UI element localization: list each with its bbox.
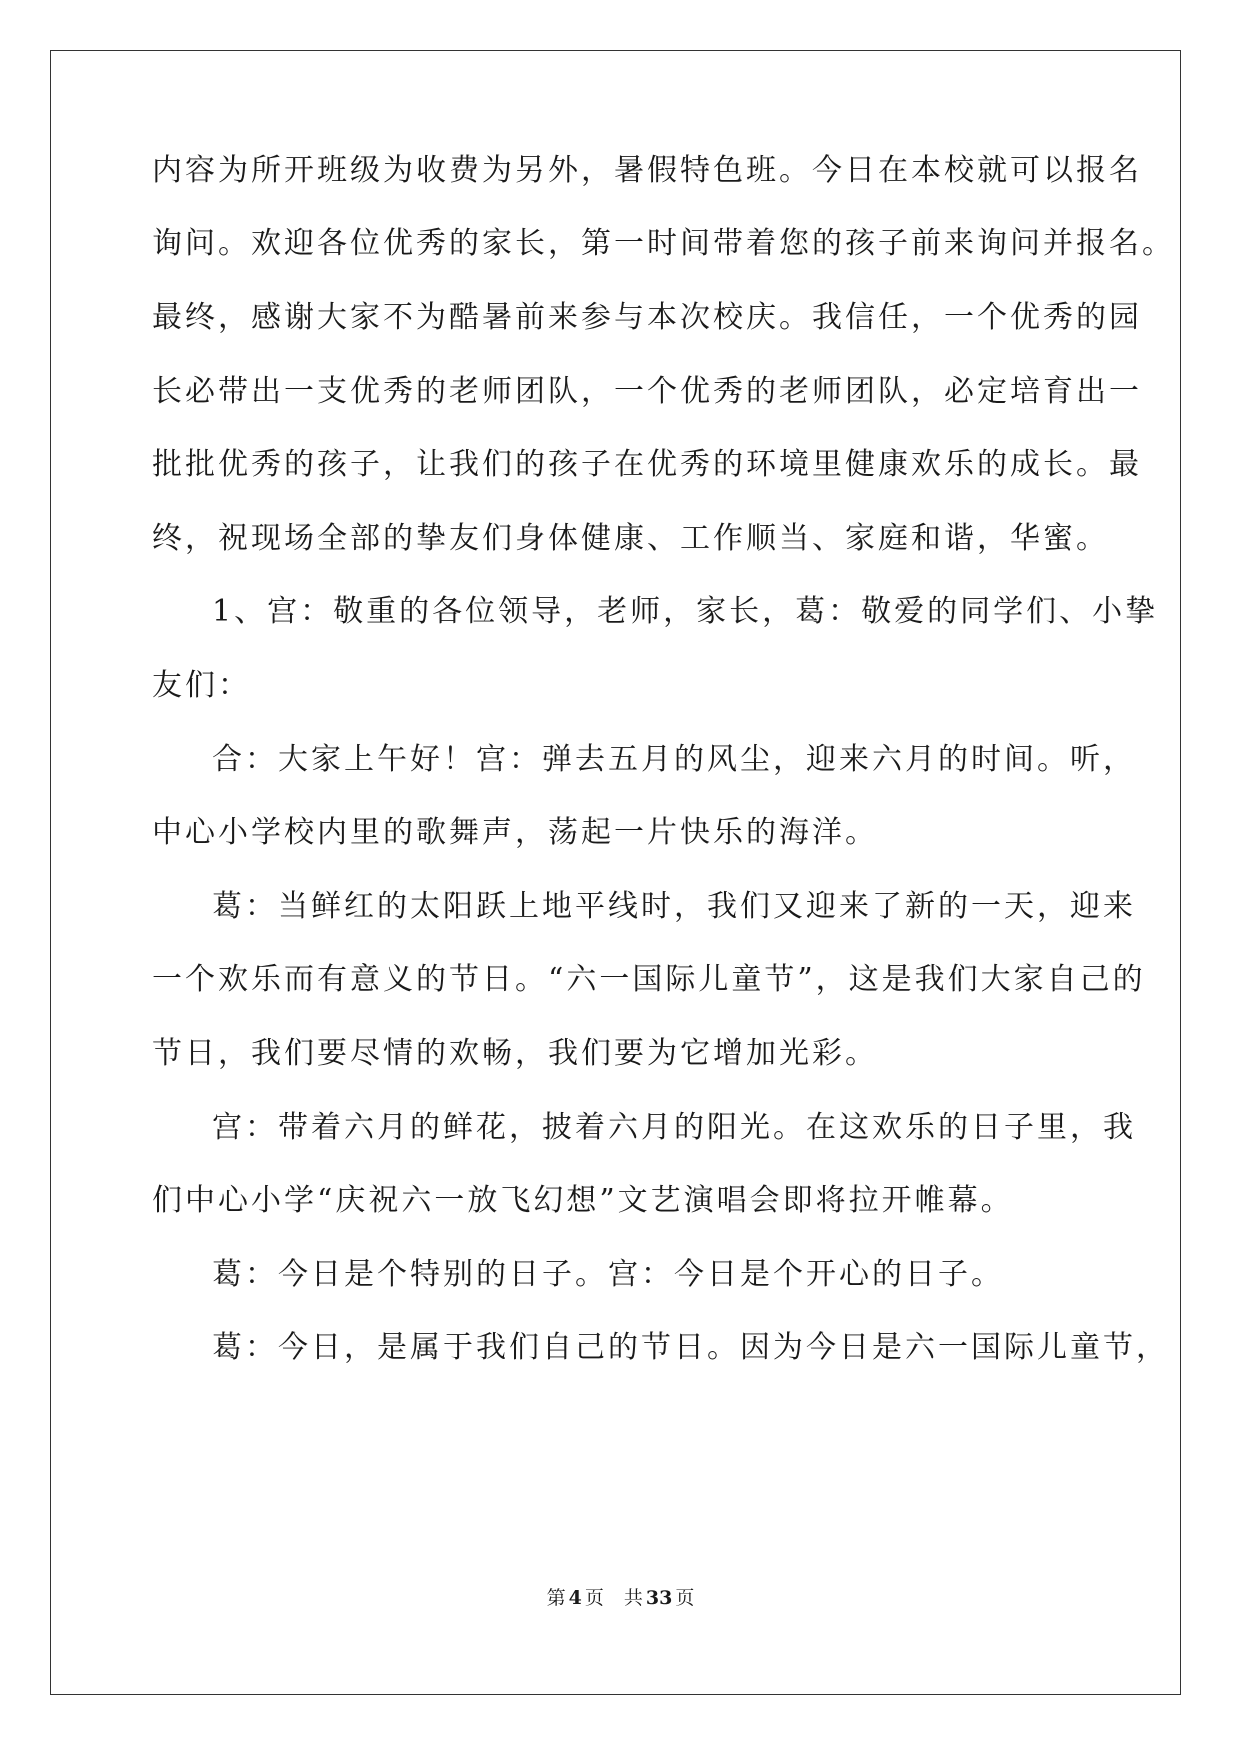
page-border	[50, 50, 1181, 1695]
total-pages: 33	[645, 1587, 673, 1609]
page-number: 4	[568, 1587, 582, 1609]
text-line: 一个欢乐而有意义的节日。“六一国际儿童节”，这是我们大家自己的	[152, 962, 1146, 997]
text-line: 内容为所开班级为收费为另外，暑假特色班。今日在本校就可以报名	[152, 153, 1142, 188]
page-footer	[0, 1586, 1241, 1610]
text-line: 们中心小学“庆祝六一放飞幻想”文艺演唱会即将拉开帷幕。	[152, 1183, 1014, 1218]
text-line: 1、宫：敬重的各位领导，老师，家长，葛：敬爱的同学们、小挚	[212, 594, 1159, 629]
total-suffix: 页	[675, 1587, 695, 1609]
text-line: 宫：带着六月的鲜花，披着六月的阳光。在这欢乐的日子里，我	[212, 1110, 1136, 1145]
text-line: 节日，我们要尽情的欢畅，我们要为它增加光彩。	[152, 1036, 878, 1071]
page-suffix: 页	[584, 1587, 604, 1609]
total-prefix: 共	[623, 1587, 643, 1609]
text-line: 合：大家上午好！宫：弹去五月的风尘，迎来六月的时间。听，	[212, 742, 1136, 777]
text-line: 询问。欢迎各位优秀的家长，第一时间带着您的孩子前来询问并报名。	[152, 226, 1175, 261]
text-line: 最终，感谢大家不为酷暑前来参与本次校庆。我信任，一个优秀的园	[152, 300, 1142, 335]
text-line: 葛：当鲜红的太阳跃上地平线时，我们又迎来了新的一天，迎来	[212, 889, 1136, 924]
text-line: 友们：	[152, 668, 251, 703]
text-line: 葛：今日是个特别的日子。宫：今日是个开心的日子。	[212, 1257, 1004, 1292]
text-line: 中心小学校内里的歌舞声，荡起一片快乐的海洋。	[152, 815, 878, 850]
text-line: 批批优秀的孩子，让我们的孩子在优秀的环境里健康欢乐的成长。最	[152, 447, 1142, 482]
text-line: 长必带出一支优秀的老师团队，一个优秀的老师团队，必定培育出一	[152, 374, 1142, 409]
text-line: 葛：今日，是属于我们自己的节日。因为今日是六一国际儿童节，	[212, 1330, 1169, 1365]
page-prefix: 第	[546, 1587, 566, 1609]
text-line: 终，祝现场全部的挚友们身体健康、工作顺当、家庭和谐，华蜜。	[152, 521, 1109, 556]
